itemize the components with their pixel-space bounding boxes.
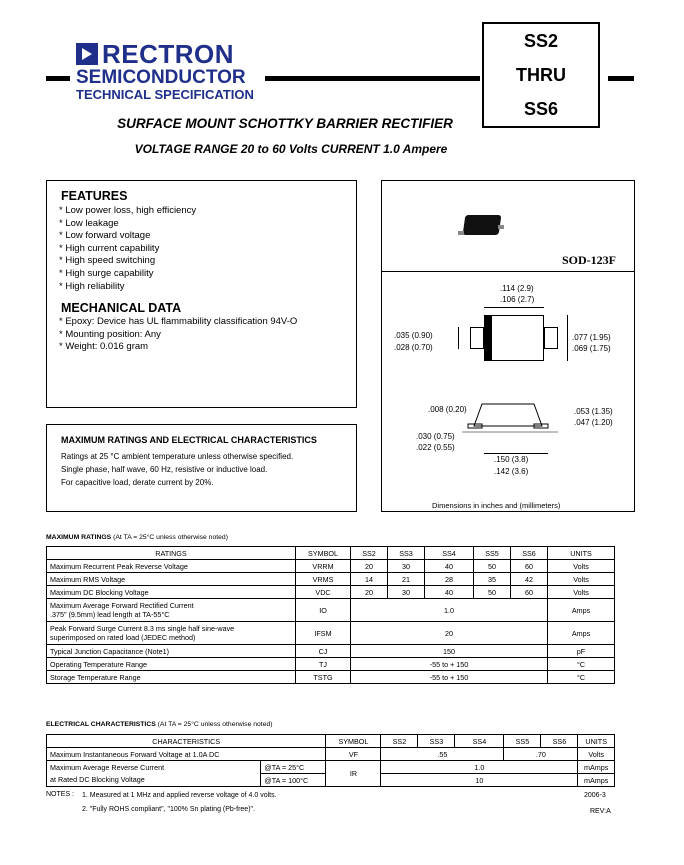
mechanical-item: * Weight: 0.016 gram [59,341,149,353]
header-rule-middle [265,76,480,81]
rating-unit: Amps [548,622,615,645]
rating-symbol: CJ [296,645,351,658]
package-photo-lead [458,231,464,235]
max-ratings-table [46,546,615,684]
rating-label: Typical Junction Capacitance (Note1) [47,645,296,658]
rating-value: 1.0 [351,599,548,622]
dim-overall-min: .142 (3.6) [494,467,529,476]
rating-value: -55 to + 150 [351,658,548,671]
rating-unit: Volts [548,573,615,586]
char-value: .55 [381,748,504,761]
mechanical-item: * Epoxy: Device has UL flammability classification 94V-O [59,316,298,327]
ratings-note-line: Single phase, half wave, 60 Hz, resistive or inductive load. [61,465,268,474]
doc-date: 2006-3 [584,792,606,799]
table-row [47,748,615,761]
dim-lead-min: .028 (0.70) [394,343,433,352]
feature-item: * High surge capability [59,267,154,279]
dim-length-max: .114 (2.9) [500,284,534,293]
char-label: at Rated DC Blocking Voltage [47,774,261,787]
top-view-cathode-band [484,315,492,361]
ratings-note-heading: MAXIMUM RATINGS AND ELECTRICAL CHARACTERISTICS [61,435,317,445]
max-ratings-caption [46,534,228,541]
rating-value: 20 [351,560,388,573]
char-symbol: VF [326,748,381,761]
max-ratings-caption-title: MAXIMUM RATINGS [46,534,112,541]
part-thru: THRU [516,65,566,85]
rating-unit: Volts [548,560,615,573]
rating-value: -55 to + 150 [351,671,548,684]
rating-value: 35 [474,573,511,586]
char-condition: @TA = 25°C [261,761,326,774]
elec-caption-title: ELECTRICAL CHARACTERISTICS [46,721,156,728]
rating-value: 20 [351,622,548,645]
rating-value: 30 [388,586,425,599]
rating-value: 20 [351,586,388,599]
rating-value: 28 [425,573,474,586]
rating-symbol: IO [296,599,351,622]
feature-item: * Low forward voltage [59,230,151,242]
rating-label-line: Maximum Average Forward Rectified Current [50,601,194,610]
package-photo-lead [498,225,504,229]
document-subtitle: VOLTAGE RANGE 20 to 60 Volts CURRENT 1.0 Ampere [134,142,448,156]
dim-line [458,327,459,349]
top-view-lead-right [544,327,558,349]
char-unit: Volts [578,748,615,761]
rating-label: Maximum DC Blocking Voltage [47,586,296,599]
dim-height-min: .047 (1.20) [574,418,613,427]
table-header: SS5 [504,735,541,748]
elec-caption [46,721,273,728]
table-header: SS3 [418,735,455,748]
dim-line [484,453,548,454]
dim-foot-min: .022 (0.55) [416,443,455,452]
table-header-row [47,547,615,560]
rating-value: 14 [351,573,388,586]
part-first: SS2 [523,31,559,51]
table-header: SS6 [541,735,578,748]
rating-symbol: VDC [296,586,351,599]
table-header: SS4 [455,735,504,748]
rating-value: 150 [351,645,548,658]
feature-item: * Low leakage [59,217,119,229]
table-header-row [47,735,615,748]
table-header: SYMBOL [326,735,381,748]
package-photo [463,215,502,235]
rating-label [47,599,296,622]
dim-foot-max: .030 (0.75) [416,432,455,441]
table-row [47,573,615,586]
feature-item: * High reliability [59,280,125,292]
rating-value: 40 [425,586,474,599]
rating-value: 60 [511,586,548,599]
table-header: SS2 [381,735,418,748]
char-value: 1.0 [381,761,578,774]
dim-line [567,315,568,361]
division-name: SEMICONDUCTOR [76,67,246,88]
table-row [47,560,615,573]
char-value: 10 [381,774,578,787]
top-view-body [484,315,544,361]
rating-label: Maximum Recurrent Peak Reverse Voltage [47,560,296,573]
rating-value: 21 [388,573,425,586]
features-heading: FEATURES [61,189,128,203]
dimensions-caption: Dimensions in inches and (millimeters) [432,501,561,510]
table-header: SS3 [388,547,425,560]
rating-unit: Volts [548,586,615,599]
table-header: RATINGS [47,547,296,560]
rating-symbol: TSTG [296,671,351,684]
dim-width-max: .077 (1.95) [572,333,611,342]
rating-value: 60 [511,560,548,573]
table-row [47,658,615,671]
table-row [47,761,615,774]
table-header: SS4 [425,547,474,560]
table-header: UNITS [578,735,615,748]
table-header: SS6 [511,547,548,560]
features-list [59,205,196,293]
char-unit: mAmps [578,774,615,787]
brand-name: RECTRON [102,39,235,69]
table-header: SS5 [474,547,511,560]
table-header: SS2 [351,547,388,560]
mechanical-list [59,316,297,354]
features-box [46,180,357,408]
elec-caption-note: (At TA = 25°C unless otherwise noted) [155,721,273,728]
rating-unit: °C [548,658,615,671]
table-row [47,599,615,622]
dim-length-min: .106 (2.7) [500,295,535,304]
dim-line [484,307,544,308]
header-rule-right [608,76,634,81]
note-1: 1. Measured at 1 MHz and applied reverse voltage of 4.0 volts. [82,792,277,799]
char-value: .70 [504,748,578,761]
package-box [381,180,635,512]
feature-item: * High speed switching [59,255,156,267]
rating-label [47,622,296,645]
ratings-note-lines [61,450,293,489]
top-view-lead-left [470,327,484,349]
rating-unit: °C [548,671,615,684]
dim-width-min: .069 (1.75) [572,344,611,353]
note-2: 2. "Fully ROHS compliant", "100% Sn plating (Pb-free)". [82,806,255,813]
char-unit: mAmps [578,761,615,774]
char-symbol: IR [326,761,381,787]
rating-label-line: .375" (9.5mm) lead length at TA-55°C [50,610,170,619]
document-title: SURFACE MOUNT SCHOTTKY BARRIER RECTIFIER [117,116,453,131]
rating-symbol: TJ [296,658,351,671]
table-row [47,586,615,599]
part-last: SS6 [523,99,559,119]
rating-unit: pF [548,645,615,658]
table-header: CHARACTERISTICS [47,735,326,748]
feature-item: * High current capability [59,242,160,254]
part-number-box [482,22,600,128]
char-condition: @TA = 100°C [261,774,326,787]
ratings-note-box [46,424,357,512]
doc-type: TECHNICAL SPECIFICATION [76,87,254,102]
doc-revision: REV:A [590,808,611,815]
rating-value: 42 [511,573,548,586]
dim-height-max: .053 (1.35) [574,407,613,416]
ratings-note-line: Ratings at 25 °C ambient temperature unless otherwise specified. [61,452,294,461]
package-divider [382,271,634,272]
rating-label: Operating Temperature Range [47,658,296,671]
rating-unit: Amps [548,599,615,622]
table-header: UNITS [548,547,615,560]
table-header: SYMBOL [296,547,351,560]
rating-label: Storage Temperature Range [47,671,296,684]
feature-item: * Low power loss, high efficiency [59,205,197,216]
ratings-note-line: For capacitive load, derate current by 20%. [61,478,214,487]
table-row [47,622,615,645]
rating-symbol: VRRM [296,560,351,573]
elec-table [46,734,615,787]
dim-overall-max: .150 (3.8) [494,455,529,464]
rating-symbol: VRMS [296,573,351,586]
char-label: Maximum Instantaneous Forward Voltage at 1.0A DC [47,748,326,761]
rating-label: Maximum RMS Voltage [47,573,296,586]
dim-lead-max: .035 (0.90) [394,331,433,340]
mechanical-item: * Mounting position: Any [59,328,161,340]
rating-label-line: superimposed on rated load (JEDEC method) [50,633,196,642]
header-rule-left [46,76,70,81]
table-row [47,645,615,658]
rating-value: 50 [474,586,511,599]
mechanical-heading: MECHANICAL DATA [61,301,182,315]
rating-value: 40 [425,560,474,573]
side-view-drawing [462,396,572,436]
package-name: SOD-123F [562,253,616,267]
brand-logo [76,40,234,68]
dim-thickness: .008 (0.20) [428,405,467,414]
rating-value: 50 [474,560,511,573]
table-row [47,671,615,684]
char-label: Maximum Average Reverse Current [47,761,261,774]
max-ratings-caption-note: (At TA = 25°C unless otherwise noted) [111,534,228,541]
rating-value: 30 [388,560,425,573]
rectron-logo-icon [76,43,98,65]
rating-symbol: IFSM [296,622,351,645]
rating-label-line: Peak Forward Surge Current 8.3 ms single half sine-wave [50,624,235,633]
notes-label: NOTES : [46,791,75,798]
